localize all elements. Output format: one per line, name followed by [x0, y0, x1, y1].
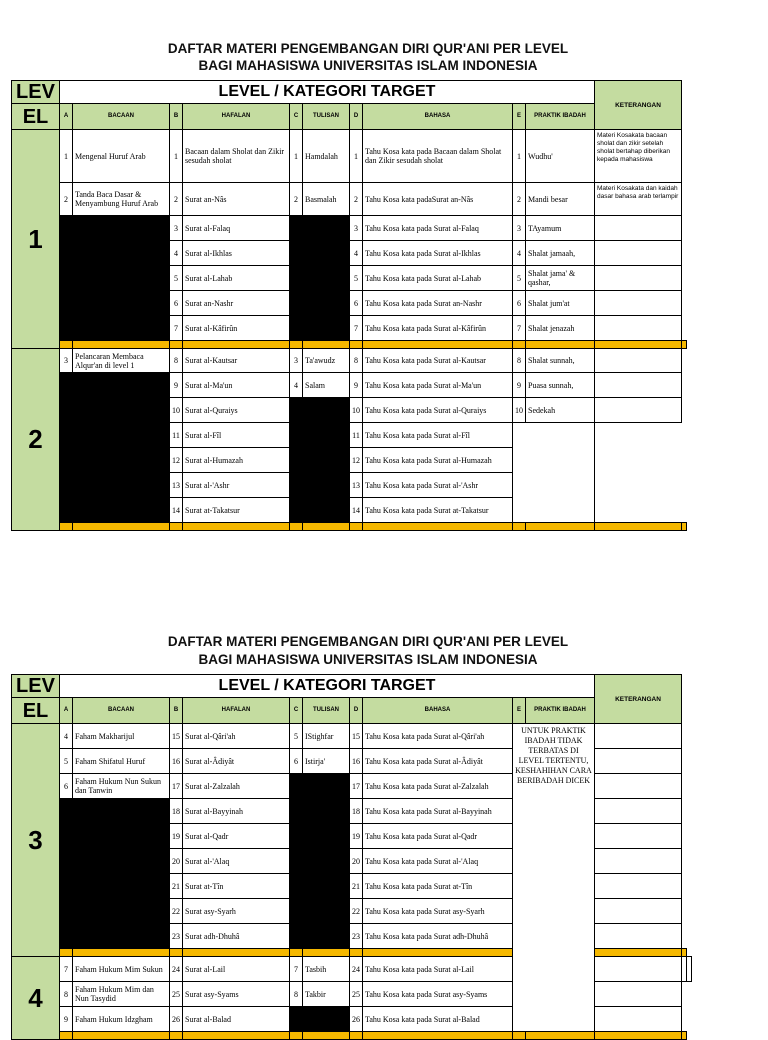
table-row — [12, 216, 687, 241]
bahasa-no: 21 — [350, 874, 363, 899]
separator-cell — [60, 949, 73, 957]
hafalan-no: 10 — [170, 398, 183, 423]
hafalan-text: Surat al-Kâfirûn — [183, 316, 290, 341]
praktik-text: Puasa sunnah, — [526, 373, 595, 398]
page-title-line1-second: DAFTAR MATERI PENGEMBANGAN DIRI QUR'ANI PER LEVEL — [167, 634, 569, 649]
hafalan-text: Surat al-Âdiyât — [183, 749, 290, 774]
column-header: TULISAN — [303, 698, 350, 724]
category-header: LEVEL / KATEGORI TARGET — [60, 81, 595, 104]
praktik-no — [595, 957, 682, 982]
separator-cell — [363, 341, 513, 349]
keterangan-text — [595, 398, 682, 423]
keterangan-text — [687, 957, 692, 982]
separator-cell — [350, 949, 363, 957]
bahasa-text: Tahu Kosa kata pada Surat al-'Alaq — [363, 849, 513, 874]
table-row — [12, 349, 687, 373]
separator-cell — [682, 949, 687, 957]
hafalan-text: Surat al-Quraiys — [183, 398, 290, 423]
hafalan-text: Surat al-'Alaq — [183, 849, 290, 874]
hafalan-text: Surat al-Lail — [183, 957, 290, 982]
hafalan-no: 12 — [170, 448, 183, 473]
bahasa-text: Tahu Kosa kata pada Surat al-Quraiys — [363, 398, 513, 423]
bahasa-text: Tahu Kosa kata pada Surat al-Falaq — [363, 216, 513, 241]
category-header: LEVEL / KATEGORI TARGET — [60, 675, 595, 698]
separator-cell — [303, 523, 350, 531]
column-header: E — [513, 698, 526, 724]
column-header: BACAAN — [73, 104, 170, 130]
separator-cell — [73, 1032, 170, 1040]
hafalan-no: 19 — [170, 824, 183, 849]
column-header: HAFALAN — [183, 698, 290, 724]
blocked-cell — [290, 216, 350, 341]
keterangan-text — [595, 724, 682, 749]
praktik-text: Wudhu' — [526, 130, 595, 183]
tulisan-no: 8 — [290, 982, 303, 1007]
hafalan-text: Surat al-Humazah — [183, 448, 290, 473]
blocked-cell — [60, 216, 170, 341]
bacaan-no: 2 — [60, 183, 73, 216]
table-row — [12, 130, 687, 183]
bacaan-text: Pelancaran Membaca Alqur'an di level 1 — [73, 349, 170, 373]
materi-table-level-1-2 — [11, 80, 687, 531]
table-row — [12, 724, 692, 749]
bahasa-text: Tahu Kosa kata pada Surat al-Ma'un — [363, 373, 513, 398]
lev-header-top: LEV — [12, 81, 60, 104]
keterangan-text — [595, 849, 682, 874]
tulisan-no: 7 — [290, 957, 303, 982]
separator-cell — [60, 523, 73, 531]
bacaan-text: Faham Makharijul — [73, 724, 170, 749]
hafalan-text: Surat al-Qadr — [183, 824, 290, 849]
column-header: HAFALAN — [183, 104, 290, 130]
blocked-cell — [60, 799, 170, 949]
hafalan-no: 15 — [170, 724, 183, 749]
praktik-no: 8 — [513, 349, 526, 373]
hafalan-no: 1 — [170, 130, 183, 183]
separator-cell — [682, 523, 687, 531]
bahasa-no: 26 — [350, 1007, 363, 1032]
column-header: BAHASA — [363, 698, 513, 724]
blocked-cell — [290, 1007, 350, 1032]
hafalan-no: 22 — [170, 899, 183, 924]
praktik-no: 10 — [513, 398, 526, 423]
keterangan-text — [595, 924, 682, 949]
keterangan-text — [595, 749, 682, 774]
bahasa-text: Tahu Kosa kata pada Surat al-Ikhlas — [363, 241, 513, 266]
lev-header-top: LEV — [12, 675, 60, 698]
hafalan-no: 26 — [170, 1007, 183, 1032]
separator-cell — [170, 1032, 183, 1040]
bahasa-text: Tahu Kosa kata pada Surat al-Zalzalah — [363, 774, 513, 799]
tulisan-no: 4 — [290, 373, 303, 398]
hafalan-text: Surat al-Qâri'ah — [183, 724, 290, 749]
hafalan-text: Surat al-'Ashr — [183, 473, 290, 498]
hafalan-no: 2 — [170, 183, 183, 216]
separator-cell — [303, 949, 350, 957]
separator-cell — [183, 949, 290, 957]
bahasa-no: 25 — [350, 982, 363, 1007]
separator-cell — [682, 341, 687, 349]
keterangan-header: KETERANGAN — [595, 81, 682, 130]
bacaan-text: Faham Hukum Mim dan Nun Tasydid — [73, 982, 170, 1007]
separator-cell — [73, 341, 170, 349]
hafalan-text: Surat asy-Syarh — [183, 899, 290, 924]
separator-cell — [350, 341, 363, 349]
bahasa-text: Tahu Kosa kata pada Surat al-Qâri'ah — [363, 724, 513, 749]
bahasa-no: 19 — [350, 824, 363, 849]
separator-cell — [170, 341, 183, 349]
bacaan-text: Faham Hukum Mim Sukun — [73, 957, 170, 982]
bahasa-no: 20 — [350, 849, 363, 874]
bahasa-no: 1 — [350, 130, 363, 183]
praktik-text: Shalat jum'at — [526, 291, 595, 316]
column-header: D — [350, 104, 363, 130]
separator-cell — [303, 1032, 350, 1040]
hafalan-text: Surat adh-Dhuhâ — [183, 924, 290, 949]
praktik-no: 3 — [513, 216, 526, 241]
praktik-text: Sedekah — [526, 398, 595, 423]
bahasa-no: 2 — [350, 183, 363, 216]
tulisan-text: Tasbih — [303, 957, 350, 982]
bahasa-text: Tahu Kosa kata pada Surat al-Lahab — [363, 266, 513, 291]
keterangan-text — [595, 774, 682, 799]
hafalan-text: Surat al-Falaq — [183, 216, 290, 241]
bahasa-text: Tahu Kosa kata pada Surat adh-Dhuhâ — [363, 924, 513, 949]
bahasa-text: Tahu Kosa kata pada Surat al-Kautsar — [363, 349, 513, 373]
separator-cell — [290, 949, 303, 957]
hafalan-no: 25 — [170, 982, 183, 1007]
bacaan-text: Faham Hukum Idzgham — [73, 1007, 170, 1032]
keterangan-text — [595, 799, 682, 824]
separator-cell — [290, 523, 303, 531]
bahasa-no: 16 — [350, 749, 363, 774]
bahasa-no: 14 — [350, 498, 363, 523]
column-header: B — [170, 698, 183, 724]
hafalan-no: 21 — [170, 874, 183, 899]
hafalan-text: Surat al-Ikhlas — [183, 241, 290, 266]
keterangan-text — [595, 241, 682, 266]
bahasa-text: Tahu Kosa kata pada Surat al-Kâfirûn — [363, 316, 513, 341]
bahasa-no: 15 — [350, 724, 363, 749]
hafalan-text: Surat al-Bayyinah — [183, 799, 290, 824]
separator-cell — [170, 523, 183, 531]
bahasa-text: Tahu Kosa kata pada Surat al-Qadr — [363, 824, 513, 849]
tulisan-no: 5 — [290, 724, 303, 749]
separator-cell — [290, 1032, 303, 1040]
level-number: 3 — [12, 724, 60, 957]
bahasa-no: 5 — [350, 266, 363, 291]
hafalan-text: Bacaan dalam Sholat dan Zikir sesudah sholat — [183, 130, 290, 183]
page-title-line2-second: BAGI MAHASISWA UNIVERSITAS ISLAM INDONESIA — [198, 652, 538, 667]
bacaan-no: 5 — [60, 749, 73, 774]
praktik-no: 7 — [513, 316, 526, 341]
keterangan-text — [595, 982, 682, 1007]
bahasa-text: Tahu Kosa kata pada Surat al-Humazah — [363, 448, 513, 473]
separator-cell — [595, 949, 682, 957]
keterangan-empty — [595, 423, 682, 523]
praktik-text: Mandi besar — [526, 183, 595, 216]
hafalan-text: Surat asy-Syams — [183, 982, 290, 1007]
table-row — [12, 373, 687, 398]
hafalan-no: 5 — [170, 266, 183, 291]
bahasa-no: 10 — [350, 398, 363, 423]
praktik-no: 1 — [513, 130, 526, 183]
bahasa-no: 4 — [350, 241, 363, 266]
hafalan-text: Surat an-Nashr — [183, 291, 290, 316]
separator-cell — [513, 523, 526, 531]
keterangan-text — [595, 874, 682, 899]
separator-cell — [526, 1032, 595, 1040]
lev-header-bottom: EL — [12, 104, 60, 130]
bahasa-text: Tahu Kosa kata pada Surat al-Bayyinah — [363, 799, 513, 824]
hafalan-no: 7 — [170, 316, 183, 341]
bahasa-text: Tahu Kosa kata pada Surat al-Âdiyât — [363, 749, 513, 774]
separator-cell — [526, 523, 595, 531]
column-header: A — [60, 698, 73, 724]
bacaan-no: 4 — [60, 724, 73, 749]
separator-cell — [526, 341, 595, 349]
separator-cell — [350, 523, 363, 531]
bacaan-text: Faham Shifatul Huruf — [73, 749, 170, 774]
level-number: 2 — [12, 349, 60, 531]
keterangan-text — [595, 266, 682, 291]
bahasa-no: 8 — [350, 349, 363, 373]
hafalan-text: Surat an-Nâs — [183, 183, 290, 216]
keterangan-text — [595, 316, 682, 341]
lev-header-bottom: EL — [12, 698, 60, 724]
tulisan-no: 3 — [290, 349, 303, 373]
praktik-no: 6 — [513, 291, 526, 316]
bahasa-text: Tahu Kosa kata pada Surat al-Lail — [363, 957, 513, 982]
separator-cell — [363, 1032, 513, 1040]
materi-table-level-3-4 — [11, 674, 692, 1040]
tulisan-text: Takbir — [303, 982, 350, 1007]
praktik-empty — [513, 423, 595, 523]
bacaan-no: 8 — [60, 982, 73, 1007]
bahasa-no: 18 — [350, 799, 363, 824]
bahasa-text: Tahu Kosa kata pada Surat at-Tîn — [363, 874, 513, 899]
keterangan-text — [595, 373, 682, 398]
tulisan-text: IStighfar — [303, 724, 350, 749]
bahasa-no: 6 — [350, 291, 363, 316]
hafalan-no: 24 — [170, 957, 183, 982]
keterangan-text — [595, 899, 682, 924]
bahasa-text: Tahu Kosa kata pada Surat an-Nashr — [363, 291, 513, 316]
hafalan-text: Surat al-Zalzalah — [183, 774, 290, 799]
separator-cell — [60, 341, 73, 349]
bahasa-no: 11 — [350, 423, 363, 448]
column-header: D — [350, 698, 363, 724]
bahasa-no: 24 — [350, 957, 363, 982]
tulisan-text: Hamdalah — [303, 130, 350, 183]
separator-cell — [363, 523, 513, 531]
separator-cell — [303, 341, 350, 349]
bacaan-text: Tanda Baca Dasar & Menyambung Huruf Arab — [73, 183, 170, 216]
separator-cell — [513, 1032, 526, 1040]
column-header: TULISAN — [303, 104, 350, 130]
separator-cell — [60, 1032, 73, 1040]
praktik-text: Shalat sunnah, — [526, 349, 595, 373]
keterangan-text: Materi Kosakata dan kaidah dasar bahasa arab terlampir — [595, 183, 682, 216]
hafalan-no: 6 — [170, 291, 183, 316]
hafalan-no: 4 — [170, 241, 183, 266]
praktik-no: 4 — [513, 241, 526, 266]
praktik-no: 9 — [513, 373, 526, 398]
column-header: B — [170, 104, 183, 130]
hafalan-no: 8 — [170, 349, 183, 373]
bacaan-no: 7 — [60, 957, 73, 982]
hafalan-no: 9 — [170, 373, 183, 398]
blocked-cell — [290, 398, 350, 523]
tulisan-text: Salam — [303, 373, 350, 398]
bahasa-no: 23 — [350, 924, 363, 949]
hafalan-text: Surat at-Tîn — [183, 874, 290, 899]
bahasa-text: Tahu Kosa kata pada Surat asy-Syarh — [363, 899, 513, 924]
bahasa-no: 13 — [350, 473, 363, 498]
separator-cell — [595, 1032, 682, 1040]
blocked-cell — [290, 774, 350, 949]
keterangan-text — [595, 216, 682, 241]
hafalan-no: 16 — [170, 749, 183, 774]
separator-cell — [513, 341, 526, 349]
separator-cell — [290, 341, 303, 349]
bahasa-no: 22 — [350, 899, 363, 924]
hafalan-no: 11 — [170, 423, 183, 448]
separator-cell — [595, 523, 682, 531]
column-header: E — [513, 104, 526, 130]
hafalan-no: 23 — [170, 924, 183, 949]
praktik-no: 5 — [513, 266, 526, 291]
column-header: A — [60, 104, 73, 130]
separator-cell — [183, 523, 290, 531]
hafalan-no: 13 — [170, 473, 183, 498]
separator-cell — [363, 949, 513, 957]
keterangan-text — [595, 1007, 682, 1032]
bahasa-no: 17 — [350, 774, 363, 799]
tulisan-text: Basmalah — [303, 183, 350, 216]
page-title-line1: DAFTAR MATERI PENGEMBANGAN DIRI QUR'ANI PER LEVEL — [167, 41, 569, 56]
separator-cell — [170, 949, 183, 957]
tulisan-no: 1 — [290, 130, 303, 183]
column-header: C — [290, 698, 303, 724]
bahasa-text: Tahu Kosa kata pada Surat al-Balad — [363, 1007, 513, 1032]
separator-cell — [350, 1032, 363, 1040]
blocked-cell — [60, 373, 170, 523]
separator-cell — [73, 949, 170, 957]
bahasa-text: Tahu Kosa kata pada Surat asy-Syams — [363, 982, 513, 1007]
tulisan-text: Ta'awudz — [303, 349, 350, 373]
praktik-text: TAyamum — [526, 216, 595, 241]
praktik-text: Shalat jama' & qashar, — [526, 266, 595, 291]
column-header: C — [290, 104, 303, 130]
hafalan-text: Surat al-Ma'un — [183, 373, 290, 398]
bahasa-no: 9 — [350, 373, 363, 398]
praktik-text: Shalat jamaah, — [526, 241, 595, 266]
hafalan-no: 17 — [170, 774, 183, 799]
separator-cell — [183, 1032, 290, 1040]
bacaan-no: 6 — [60, 774, 73, 799]
bacaan-text: Mengenal Huruf Arab — [73, 130, 170, 183]
hafalan-text: Surat al-Lahab — [183, 266, 290, 291]
bahasa-text: Tahu Kosa kata pada Surat al-'Ashr — [363, 473, 513, 498]
hafalan-no: 3 — [170, 216, 183, 241]
bacaan-text: Faham Hukum Nun Sukun dan Tanwin — [73, 774, 170, 799]
separator-cell — [183, 341, 290, 349]
bahasa-text: Tahu Kosa kata pada Surat al-Fîl — [363, 423, 513, 448]
bacaan-no: 1 — [60, 130, 73, 183]
bacaan-no: 9 — [60, 1007, 73, 1032]
level-number: 1 — [12, 130, 60, 349]
column-header: PRAKTIK IBADAH — [526, 104, 595, 130]
column-header: BACAAN — [73, 698, 170, 724]
keterangan-text — [595, 291, 682, 316]
bahasa-no: 12 — [350, 448, 363, 473]
tulisan-text: Istirja' — [303, 749, 350, 774]
hafalan-text: Surat at-Takatsur — [183, 498, 290, 523]
praktik-note: UNTUK PRAKTIK IBADAH TIDAK TERBATAS DI LEVEL TERTENTU, KESHAHIHAN CARA BERIBADAH DICEK — [513, 724, 595, 1032]
tulisan-no: 6 — [290, 749, 303, 774]
bahasa-no: 3 — [350, 216, 363, 241]
column-header: PRAKTIK IBADAH — [526, 698, 595, 724]
bahasa-no: 7 — [350, 316, 363, 341]
bacaan-no: 3 — [60, 349, 73, 373]
praktik-text: Shalat jenazah — [526, 316, 595, 341]
separator-cell — [73, 523, 170, 531]
hafalan-text: Surat al-Balad — [183, 1007, 290, 1032]
keterangan-text: Materi Kosakata bacaan sholat dan zikir setelah sholat bertahap diberikan kepada mahasiswa — [595, 130, 682, 183]
bahasa-text: Tahu Kosa kata pada Surat at-Takatsur — [363, 498, 513, 523]
hafalan-no: 14 — [170, 498, 183, 523]
hafalan-no: 18 — [170, 799, 183, 824]
hafalan-no: 20 — [170, 849, 183, 874]
keterangan-header: KETERANGAN — [595, 675, 682, 724]
bahasa-text: Tahu Kosa kata padaSurat an-Nâs — [363, 183, 513, 216]
hafalan-text: Surat al-Fîl — [183, 423, 290, 448]
keterangan-text — [595, 824, 682, 849]
tulisan-no: 2 — [290, 183, 303, 216]
table-row — [12, 183, 687, 216]
hafalan-text: Surat al-Kautsar — [183, 349, 290, 373]
separator-cell — [682, 1032, 687, 1040]
bahasa-text: Tahu Kosa kata pada Bacaan dalam Sholat dan Zikir sesudah sholat — [363, 130, 513, 183]
page-title-line2: BAGI MAHASISWA UNIVERSITAS ISLAM INDONESIA — [198, 58, 538, 73]
column-header: BAHASA — [363, 104, 513, 130]
keterangan-text — [595, 349, 682, 373]
praktik-no: 2 — [513, 183, 526, 216]
level-number: 4 — [12, 957, 60, 1040]
separator-cell — [595, 341, 682, 349]
